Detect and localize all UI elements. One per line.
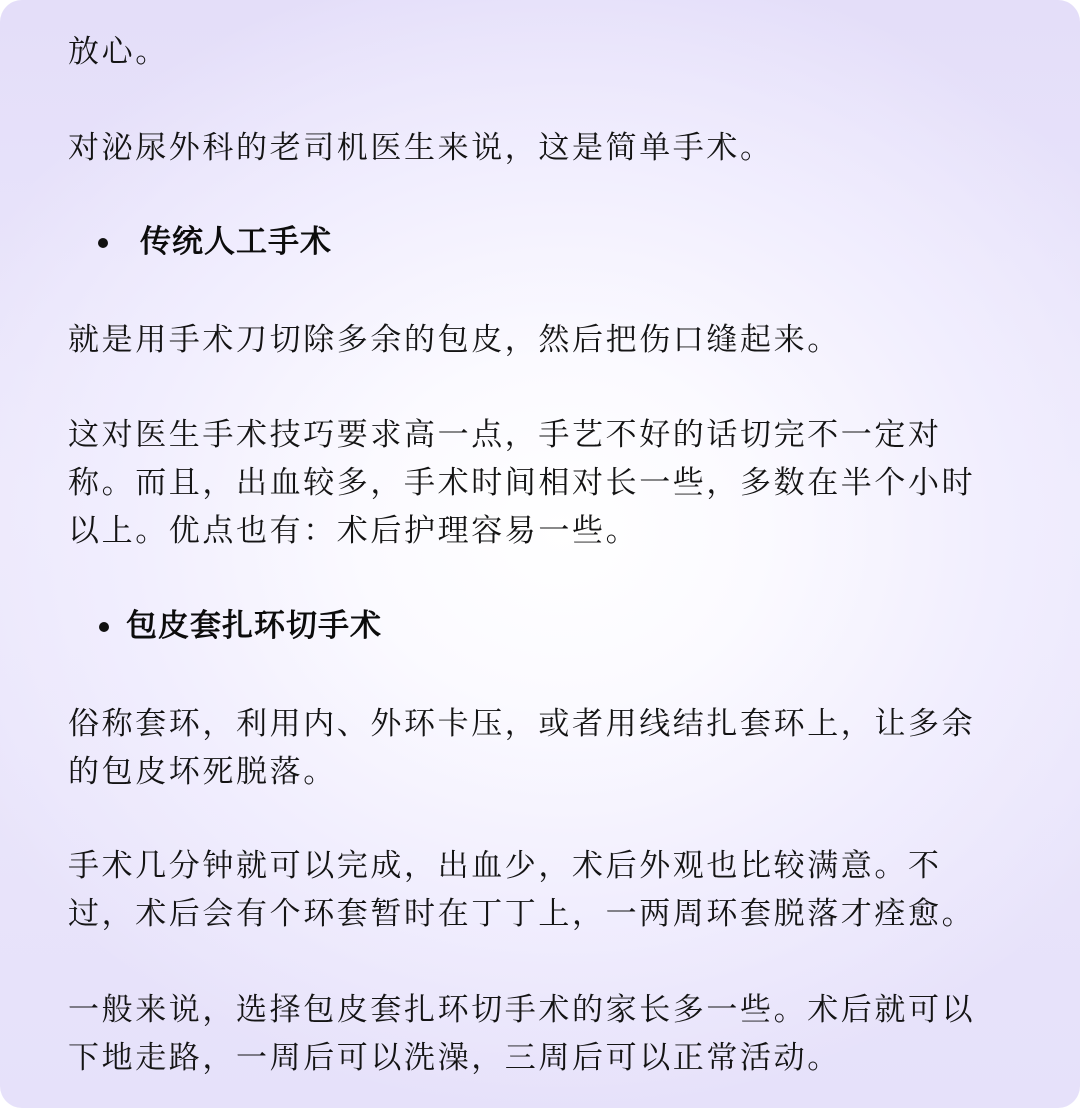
bullet-dot bbox=[98, 238, 108, 248]
paragraph-simple-surgery: 对泌尿外科的老司机医生来说，这是简单手术。 bbox=[68, 130, 774, 166]
section-heading-ring: 包皮套扎环切手术 bbox=[126, 608, 382, 644]
paragraph-traditional-detail-line: 以上。优点也有：术后护理容易一些。 bbox=[68, 513, 640, 549]
section-heading-traditional: 传统人工手术 bbox=[140, 224, 332, 260]
paragraph-ring-desc-line: 的包皮坏死脱落。 bbox=[68, 754, 337, 790]
paragraph-ring-summary-line: 下地走路，一周后可以洗澡，三周后可以正常活动。 bbox=[68, 1040, 841, 1076]
paragraph-traditional-desc: 就是用手术刀切除多余的包皮，然后把伤口缝起来。 bbox=[68, 322, 841, 358]
paragraph-intro: 放心。 bbox=[68, 34, 169, 70]
paragraph-traditional-detail-line: 称。而且，出血较多，手术时间相对长一些，多数在半个小时 bbox=[68, 465, 976, 501]
paragraph-ring-summary-line: 一般来说，选择包皮套扎环切手术的家长多一些。术后就可以 bbox=[68, 992, 976, 1028]
paragraph-ring-detail-line: 过，术后会有个环套暂时在丁丁上，一两周环套脱落才痊愈。 bbox=[68, 896, 976, 932]
bullet-dot bbox=[99, 622, 109, 632]
paragraph-traditional-detail-line: 这对医生手术技巧要求高一点，手艺不好的话切完不一定对 bbox=[68, 417, 942, 453]
paragraph-ring-desc-line: 俗称套环，利用内、外环卡压，或者用线结扎套环上，让多余 bbox=[68, 706, 976, 742]
paragraph-ring-detail-line: 手术几分钟就可以完成，出血少，术后外观也比较满意。不 bbox=[68, 848, 942, 884]
